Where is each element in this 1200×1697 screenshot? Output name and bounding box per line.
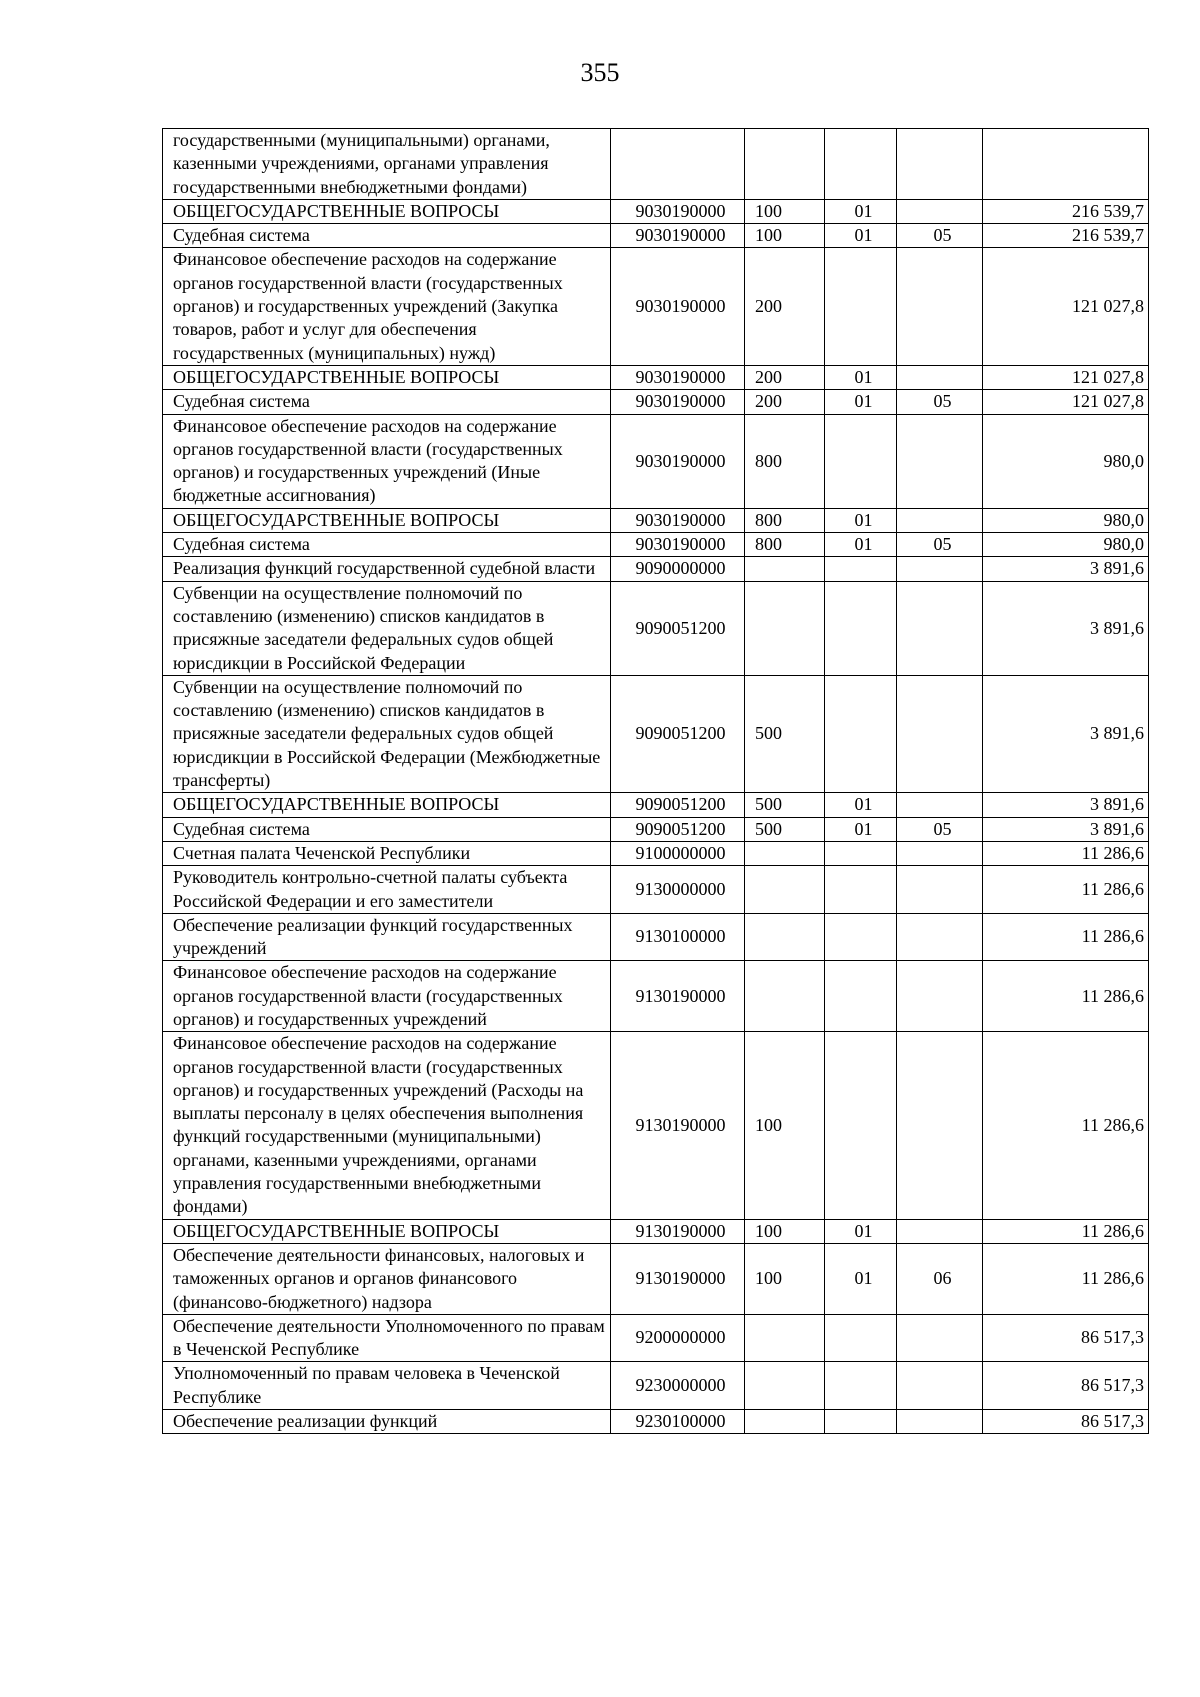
expense-name-cell: Судебная система — [163, 224, 611, 248]
subsection-cell — [897, 675, 983, 792]
subsection-cell — [897, 129, 983, 200]
expense-type-cell — [745, 866, 825, 914]
section-cell: 01 — [825, 390, 897, 414]
subsection-cell: 05 — [897, 817, 983, 841]
subsection-cell — [897, 793, 983, 817]
table-row — [163, 508, 1149, 532]
subsection-cell — [897, 414, 983, 508]
table-row — [163, 1362, 1149, 1410]
section-cell — [825, 913, 897, 961]
target-article-code-cell: 9030190000 — [611, 508, 745, 532]
table-row — [163, 224, 1149, 248]
subsection-cell: 06 — [897, 1243, 983, 1314]
expense-type-cell: 100 — [745, 1219, 825, 1243]
subsection-cell — [897, 365, 983, 389]
target-article-code-cell: 9030190000 — [611, 199, 745, 223]
section-cell: 01 — [825, 508, 897, 532]
target-article-code-cell: 9230100000 — [611, 1410, 745, 1434]
amount-cell — [983, 129, 1149, 200]
expense-type-cell: 800 — [745, 414, 825, 508]
expense-name-cell: Субвенции на осуществление полномочий по составлению (изменению) списков кандидатов в присяжные заседатели федеральных судов общей юрисдикции в Российской Федерации (Межбюджетные трансферты) — [163, 675, 611, 792]
section-cell — [825, 1410, 897, 1434]
target-article-code-cell: 9030190000 — [611, 248, 745, 365]
section-cell: 01 — [825, 793, 897, 817]
table-row — [163, 557, 1149, 581]
budget-table — [162, 128, 1149, 1434]
expense-type-cell: 800 — [745, 508, 825, 532]
expense-name-cell: Судебная система — [163, 533, 611, 557]
target-article-code-cell: 9130100000 — [611, 913, 745, 961]
amount-cell: 3 891,6 — [983, 581, 1149, 675]
amount-cell: 216 539,7 — [983, 224, 1149, 248]
table-row — [163, 913, 1149, 961]
table-row — [163, 365, 1149, 389]
target-article-code-cell: 9030190000 — [611, 533, 745, 557]
table-row — [163, 841, 1149, 865]
subsection-cell — [897, 961, 983, 1032]
expense-name-cell: Счетная палата Чеченской Республики — [163, 841, 611, 865]
table-row — [163, 248, 1149, 365]
table-row — [163, 1219, 1149, 1243]
subsection-cell — [897, 1032, 983, 1219]
amount-cell: 3 891,6 — [983, 675, 1149, 792]
expense-type-cell: 800 — [745, 533, 825, 557]
expense-name-cell: Руководитель контрольно-счетной палаты субъекта Российской Федерации и его заместители — [163, 866, 611, 914]
target-article-code-cell: 9200000000 — [611, 1314, 745, 1362]
expense-name-cell: Обеспечение деятельности финансовых, налоговых и таможенных органов и органов финансового (финансово-бюджетного) надзора — [163, 1243, 611, 1314]
expense-name-cell: ОБЩЕГОСУДАРСТВЕННЫЕ ВОПРОСЫ — [163, 365, 611, 389]
expense-name-cell: Финансовое обеспечение расходов на содержание органов государственной власти (государственных органов) и государственных учреждений (Иные бюджетные ассигнования) — [163, 414, 611, 508]
expense-type-cell — [745, 1410, 825, 1434]
amount-cell: 11 286,6 — [983, 841, 1149, 865]
subsection-cell — [897, 1362, 983, 1410]
amount-cell: 11 286,6 — [983, 1243, 1149, 1314]
amount-cell: 11 286,6 — [983, 961, 1149, 1032]
amount-cell: 3 891,6 — [983, 557, 1149, 581]
amount-cell: 980,0 — [983, 508, 1149, 532]
expense-name-cell: Обеспечение реализации функций — [163, 1410, 611, 1434]
expense-name-cell: Финансовое обеспечение расходов на содержание органов государственной власти (государственных органов) и государственных учреждений — [163, 961, 611, 1032]
section-cell: 01 — [825, 199, 897, 223]
target-article-code-cell: 9030190000 — [611, 390, 745, 414]
expense-name-cell: Уполномоченный по правам человека в Чеченской Республике — [163, 1362, 611, 1410]
table-row — [163, 866, 1149, 914]
target-article-code-cell: 9030190000 — [611, 414, 745, 508]
section-cell — [825, 841, 897, 865]
target-article-code-cell: 9030190000 — [611, 365, 745, 389]
expense-name-cell: государственными (муниципальными) органами, казенными учреждениями, органами управления государственными внебюджетными фондами) — [163, 129, 611, 200]
amount-cell: 121 027,8 — [983, 390, 1149, 414]
subsection-cell — [897, 1219, 983, 1243]
section-cell: 01 — [825, 1243, 897, 1314]
table-row — [163, 961, 1149, 1032]
section-cell — [825, 414, 897, 508]
section-cell: 01 — [825, 1219, 897, 1243]
table-row — [163, 581, 1149, 675]
expense-type-cell — [745, 557, 825, 581]
target-article-code-cell: 9090051200 — [611, 581, 745, 675]
target-article-code-cell: 9130190000 — [611, 961, 745, 1032]
expense-type-cell: 500 — [745, 817, 825, 841]
section-cell — [825, 1032, 897, 1219]
expense-name-cell: Реализация функций государственной судебной власти — [163, 557, 611, 581]
amount-cell: 980,0 — [983, 533, 1149, 557]
expense-type-cell — [745, 841, 825, 865]
expense-name-cell: Финансовое обеспечение расходов на содержание органов государственной власти (государственных органов) и государственных учреждений (Расходы на выплаты персоналу в целях обеспечения выполнения функций государственными (муниципальными) органами, казенными учреждениями, органами управления государственными внебюджетными фондами) — [163, 1032, 611, 1219]
expense-name-cell: Судебная система — [163, 390, 611, 414]
target-article-code-cell: 9090051200 — [611, 793, 745, 817]
expense-type-cell — [745, 581, 825, 675]
table-row — [163, 390, 1149, 414]
expense-type-cell — [745, 961, 825, 1032]
page-number: 355 — [580, 58, 620, 87]
amount-cell: 11 286,6 — [983, 1032, 1149, 1219]
table-row — [163, 1243, 1149, 1314]
budget-table-body — [163, 129, 1149, 1434]
expense-name-cell: Судебная система — [163, 817, 611, 841]
amount-cell: 86 517,3 — [983, 1410, 1149, 1434]
section-cell — [825, 675, 897, 792]
amount-cell: 11 286,6 — [983, 913, 1149, 961]
table-row — [163, 1032, 1149, 1219]
section-cell: 01 — [825, 365, 897, 389]
section-cell — [825, 866, 897, 914]
section-cell — [825, 1314, 897, 1362]
table-row — [163, 817, 1149, 841]
amount-cell: 3 891,6 — [983, 793, 1149, 817]
target-article-code-cell — [611, 129, 745, 200]
expense-type-cell: 500 — [745, 793, 825, 817]
target-article-code-cell: 9090000000 — [611, 557, 745, 581]
section-cell — [825, 581, 897, 675]
amount-cell: 11 286,6 — [983, 866, 1149, 914]
expense-type-cell: 200 — [745, 390, 825, 414]
subsection-cell: 05 — [897, 533, 983, 557]
expense-type-cell — [745, 1362, 825, 1410]
expense-name-cell: ОБЩЕГОСУДАРСТВЕННЫЕ ВОПРОСЫ — [163, 199, 611, 223]
expense-type-cell: 100 — [745, 199, 825, 223]
target-article-code-cell: 9090051200 — [611, 675, 745, 792]
target-article-code-cell: 9030190000 — [611, 224, 745, 248]
target-article-code-cell: 9230000000 — [611, 1362, 745, 1410]
table-row — [163, 1410, 1149, 1434]
table-row — [163, 414, 1149, 508]
section-cell — [825, 1362, 897, 1410]
subsection-cell — [897, 508, 983, 532]
section-cell — [825, 129, 897, 200]
amount-cell: 216 539,7 — [983, 199, 1149, 223]
table-row — [163, 129, 1149, 200]
expense-type-cell: 100 — [745, 1243, 825, 1314]
expense-type-cell: 100 — [745, 1032, 825, 1219]
section-cell: 01 — [825, 224, 897, 248]
amount-cell: 11 286,6 — [983, 1219, 1149, 1243]
target-article-code-cell: 9100000000 — [611, 841, 745, 865]
subsection-cell — [897, 557, 983, 581]
expense-type-cell: 200 — [745, 365, 825, 389]
section-cell — [825, 961, 897, 1032]
target-article-code-cell: 9130190000 — [611, 1243, 745, 1314]
table-row — [163, 533, 1149, 557]
subsection-cell — [897, 1314, 983, 1362]
expense-name-cell: Субвенции на осуществление полномочий по составлению (изменению) списков кандидатов в присяжные заседатели федеральных судов общей юрисдикции в Российской Федерации — [163, 581, 611, 675]
subsection-cell — [897, 913, 983, 961]
table-row — [163, 1314, 1149, 1362]
amount-cell: 86 517,3 — [983, 1314, 1149, 1362]
expense-type-cell — [745, 1314, 825, 1362]
expense-name-cell: ОБЩЕГОСУДАРСТВЕННЫЕ ВОПРОСЫ — [163, 793, 611, 817]
subsection-cell — [897, 581, 983, 675]
amount-cell: 980,0 — [983, 414, 1149, 508]
expense-type-cell: 500 — [745, 675, 825, 792]
target-article-code-cell: 9130190000 — [611, 1032, 745, 1219]
target-article-code-cell: 9130000000 — [611, 866, 745, 914]
subsection-cell: 05 — [897, 390, 983, 414]
target-article-code-cell: 9130190000 — [611, 1219, 745, 1243]
subsection-cell — [897, 841, 983, 865]
target-article-code-cell: 9090051200 — [611, 817, 745, 841]
subsection-cell — [897, 248, 983, 365]
expense-name-cell: Обеспечение деятельности Уполномоченного по правам в Чеченской Республике — [163, 1314, 611, 1362]
expense-name-cell: ОБЩЕГОСУДАРСТВЕННЫЕ ВОПРОСЫ — [163, 1219, 611, 1243]
expense-name-cell: Финансовое обеспечение расходов на содержание органов государственной власти (государственных органов) и государственных учреждений (Закупка товаров, работ и услуг для обеспечения государственных (муниципальных) нужд) — [163, 248, 611, 365]
section-cell — [825, 557, 897, 581]
amount-cell: 121 027,8 — [983, 365, 1149, 389]
section-cell: 01 — [825, 533, 897, 557]
expense-type-cell: 100 — [745, 224, 825, 248]
table-row — [163, 675, 1149, 792]
subsection-cell: 05 — [897, 224, 983, 248]
table-row — [163, 793, 1149, 817]
section-cell: 01 — [825, 817, 897, 841]
amount-cell: 3 891,6 — [983, 817, 1149, 841]
amount-cell: 121 027,8 — [983, 248, 1149, 365]
expense-type-cell — [745, 129, 825, 200]
subsection-cell — [897, 1410, 983, 1434]
expense-type-cell: 200 — [745, 248, 825, 365]
expense-name-cell: ОБЩЕГОСУДАРСТВЕННЫЕ ВОПРОСЫ — [163, 508, 611, 532]
amount-cell: 86 517,3 — [983, 1362, 1149, 1410]
expense-type-cell — [745, 913, 825, 961]
subsection-cell — [897, 199, 983, 223]
subsection-cell — [897, 866, 983, 914]
expense-name-cell: Обеспечение реализации функций государственных учреждений — [163, 913, 611, 961]
section-cell — [825, 248, 897, 365]
table-row — [163, 199, 1149, 223]
